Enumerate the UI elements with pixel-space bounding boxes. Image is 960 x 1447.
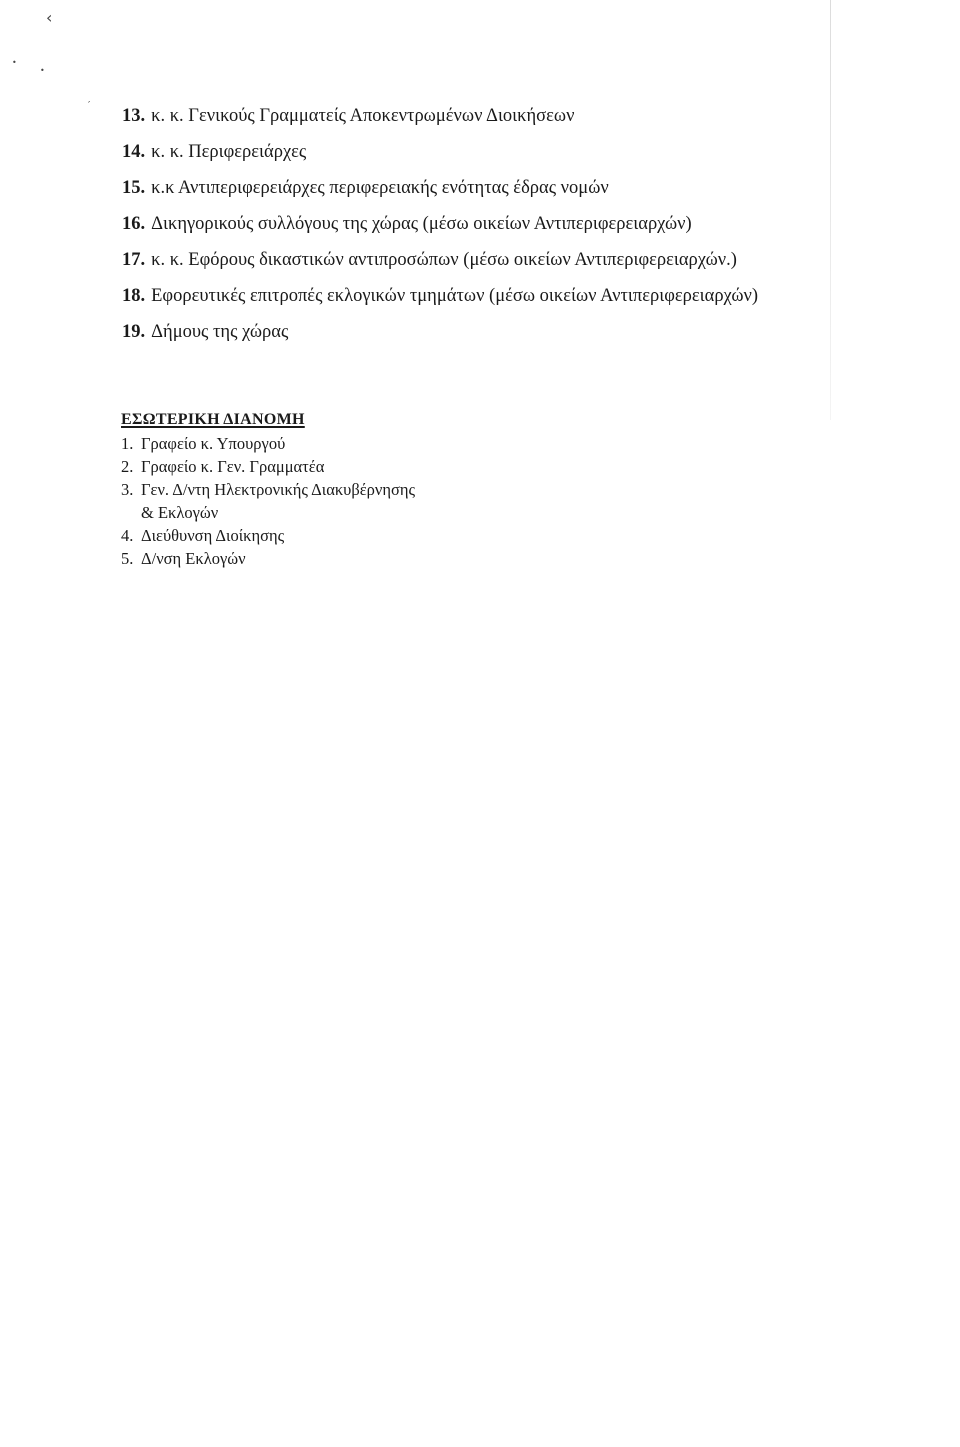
internal-distribution-list bbox=[121, 432, 621, 570]
recipient-number: 14. bbox=[122, 142, 146, 162]
internal-item-number: 1. bbox=[121, 434, 134, 453]
recipient-text: Δικηγορικούς συλλόγους της χώρας (μέσω οικείων Αντιπεριφερειαρχών) bbox=[151, 214, 692, 234]
recipient-text: κ. κ. Περιφερειάρχες bbox=[151, 142, 307, 162]
internal-item-text: Γεν. Δ/ντη Ηλεκτρονικής Διακυβέρνησης bbox=[141, 480, 416, 499]
recipient-item bbox=[122, 104, 842, 140]
scan-mark: • bbox=[40, 66, 45, 75]
recipient-number: 17. bbox=[122, 250, 146, 270]
internal-item bbox=[121, 524, 621, 547]
internal-item-number: 3. bbox=[121, 480, 134, 499]
recipient-text: κ.κ Αντιπεριφερειάρχες περιφερειακής ενότητας έδρας νομών bbox=[151, 178, 609, 198]
recipient-item bbox=[122, 176, 842, 212]
internal-item-text: Διεύθυνση Διοίκησης bbox=[141, 526, 285, 545]
recipient-text: Δήμους της χώρας bbox=[151, 322, 289, 342]
recipient-number: 15. bbox=[122, 178, 146, 198]
internal-item bbox=[121, 455, 621, 478]
internal-item bbox=[121, 478, 621, 524]
recipient-number: 16. bbox=[122, 214, 146, 234]
scan-mark: • bbox=[12, 58, 17, 67]
recipient-item bbox=[122, 212, 842, 248]
recipient-item bbox=[122, 320, 842, 356]
internal-item-number: 2. bbox=[121, 457, 134, 476]
internal-item-number: 5. bbox=[121, 549, 134, 568]
internal-item bbox=[121, 547, 621, 570]
recipient-item bbox=[122, 248, 842, 284]
internal-item-text: Γραφείο κ. Υπουργού bbox=[141, 434, 286, 453]
recipient-text: κ. κ. Εφόρους δικαστικών αντιπροσώπων (μέσω οικείων Αντιπεριφερειαρχών.) bbox=[151, 250, 737, 270]
internal-distribution-heading: ΕΣΩΤΕΡΙΚΗ ΔΙΑΝΟΜΗ bbox=[121, 411, 305, 428]
internal-item-text: Δ/νση Εκλογών bbox=[141, 549, 246, 568]
scan-mark: ‹ bbox=[46, 8, 53, 27]
internal-item-continuation: & Εκλογών bbox=[141, 503, 219, 522]
scan-mark: ′ bbox=[88, 100, 91, 111]
recipient-number: 13. bbox=[122, 106, 146, 126]
recipient-list bbox=[122, 104, 842, 356]
recipient-text: Εφορευτικές επιτροπές εκλογικών τμημάτων (μέσω οικείων Αντιπεριφερειαρχών) bbox=[151, 286, 759, 306]
internal-item bbox=[121, 432, 621, 455]
recipient-number: 19. bbox=[122, 322, 146, 342]
internal-item-number: 4. bbox=[121, 526, 134, 545]
internal-distribution bbox=[121, 410, 621, 570]
recipient-text: κ. κ. Γενικούς Γραμματείς Αποκεντρωμένων Διοικήσεων bbox=[151, 106, 575, 126]
internal-item-text: Γραφείο κ. Γεν. Γραμματέα bbox=[141, 457, 325, 476]
recipient-item bbox=[122, 284, 842, 320]
recipient-item bbox=[122, 140, 842, 176]
recipient-number: 18. bbox=[122, 286, 146, 306]
